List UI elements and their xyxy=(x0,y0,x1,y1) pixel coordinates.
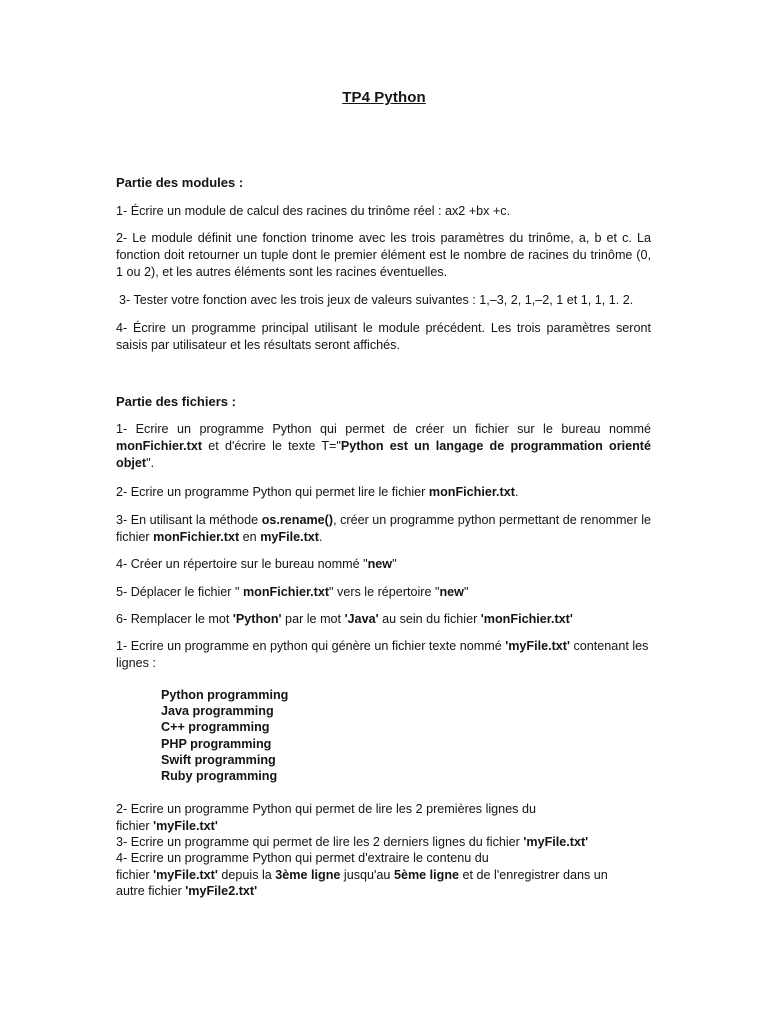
list-item: Swift programming xyxy=(161,752,276,767)
files-question-2: 2- Ecrire un programme Python qui permet lire le fichier monFichier.txt. xyxy=(116,485,519,499)
list-item: PHP programming xyxy=(161,736,272,751)
files-question-3: 3- En utilisant la méthode os.rename(), créer un programme python permettant de renommer le fichier monFichier.txt en myFile.txt. xyxy=(116,513,651,544)
files-question-5: 5- Déplacer le fichier " monFichier.txt" vers le répertoire "new" xyxy=(116,585,469,599)
list-item: C++ programming xyxy=(161,720,270,735)
modules-question-3: 3- Tester votre fonction avec les trois jeux de valeurs suivantes : 1,–3, 2, 1,–2, 1 et 1, 1, 1. 2. xyxy=(119,293,634,307)
modules-question-4: 4- Écrire un programme principal utilisant le module précédent. Les trois paramètres seront saisis par utilisateur et les résultats seront affichés. xyxy=(116,321,651,352)
list-item: Ruby programming xyxy=(161,769,278,784)
files-exercise-4: 4- Ecrire un programme Python qui permet d'extraire le contenu du fichier 'myFile.txt' depuis la 3ème ligne jusqu'au 5ème ligne et de l'enregistrer dans un autre fichier 'myFile2.txt' xyxy=(116,851,608,898)
files-question-6: 6- Remplacer le mot 'Python' par le mot 'Java' au sein du fichier 'monFichier.txt' xyxy=(116,612,573,626)
modules-question-2: 2- Le module définit une fonction trinome avec les trois paramètres du trinôme, a, b et c. La fonction doit retourner un tuple dont le premier élément est le nombre de racines du trinôme (0, 1 ou 2), et les autres éléments sont les racines éventuelles. xyxy=(116,231,651,279)
page-title: TP4 Python xyxy=(342,89,426,106)
list-item: Java programming xyxy=(161,704,274,719)
files-question-1: 1- Ecrire un programme Python qui permet de créer un fichier sur le bureau nommé monFichier.txt et d'écrire le texte T="Python est un langage de programmation orienté objet". xyxy=(116,422,651,470)
files-question-4: 4- Créer un répertoire sur le bureau nommé "new" xyxy=(116,557,397,571)
file-lines-list xyxy=(161,687,288,784)
files-exercise-2: 2- Ecrire un programme Python qui permet de lire les 2 premières lignes du fichier 'myFile.txt' xyxy=(116,802,536,833)
section-heading-modules: Partie des modules : xyxy=(116,175,244,190)
files-exercise-3: 3- Ecrire un programme qui permet de lire les 2 derniers lignes du fichier 'myFile.txt' xyxy=(116,835,589,849)
files-exercise-1: 1- Ecrire un programme en python qui génère un fichier texte nommé 'myFile.txt' contenant les lignes : xyxy=(116,639,649,670)
section-heading-files: Partie des fichiers : xyxy=(116,394,236,409)
list-item: Python programming xyxy=(161,688,289,702)
modules-question-1: 1- Écrire un module de calcul des racines du trinôme réel : ax2 +bx +c. xyxy=(116,204,511,218)
